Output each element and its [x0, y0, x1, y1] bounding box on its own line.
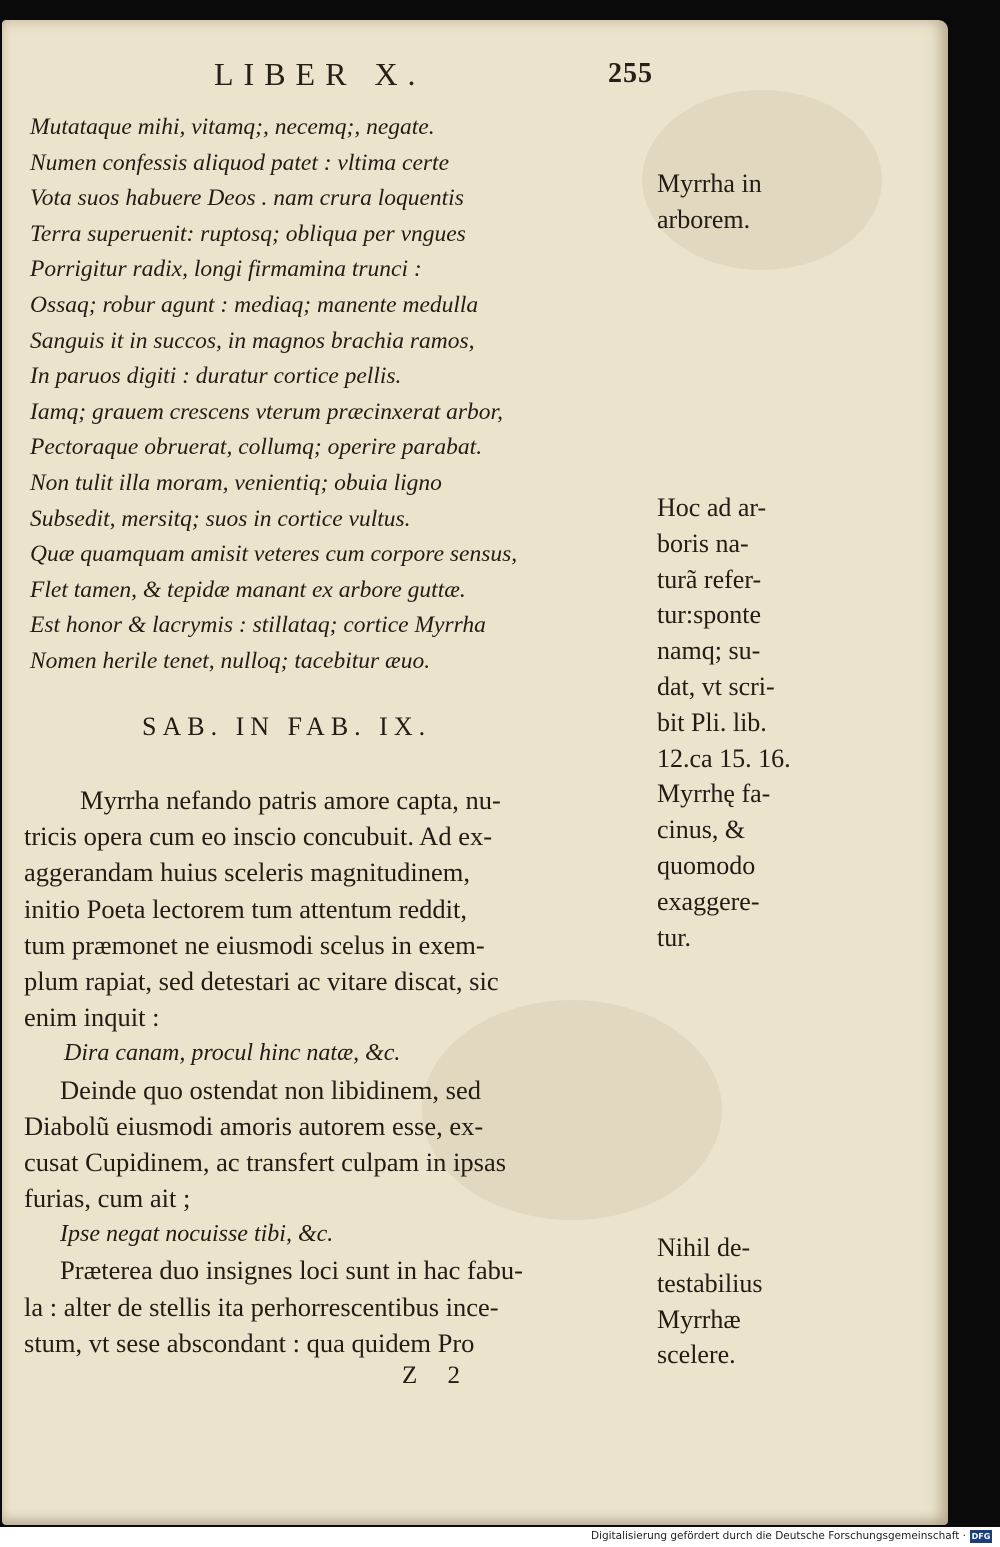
- page-header: [2, 56, 948, 96]
- prose-line: Myrrha nefando patris amore capta, nu-: [80, 785, 501, 815]
- footer-credit: Digitalisierung gefördert durch die Deutsche Forschungsgemeinschaft ·: [590, 1530, 966, 1542]
- margin-note-line: turã refer-: [657, 564, 762, 594]
- verse-line: Vota suos habuere Deos . nam crura loquentis: [30, 185, 464, 212]
- verse-line: Est honor & lacrymis : stillataq; cortice Myrrha: [30, 612, 486, 639]
- margin-note-line: Myrrhæ: [657, 1304, 741, 1334]
- verse-line: Pectoraque obruerat, collumq; operire parabat.: [30, 434, 483, 461]
- prose-line: plum rapiat, sed detestari ac vitare discat, sic: [24, 965, 499, 996]
- prose-line: stum, vt sese abscondant : qua quidem Pro: [24, 1327, 475, 1358]
- verse-line: Subsedit, mersitq; suos in cortice vultus.: [30, 505, 411, 532]
- margin-note-line: Myrrhę fa-: [657, 779, 771, 809]
- margin-note-line: exaggere-: [657, 886, 760, 916]
- verse-line: Numen confessis aliquod patet : vltima certe: [30, 149, 450, 176]
- quotation-line: Dira canam, procul hinc natæ, &c.: [64, 1040, 401, 1067]
- prose-line: tricis opera cum eo inscio concubuit. Ad ex-: [24, 821, 493, 852]
- margin-note-line: testabilius: [657, 1268, 763, 1298]
- margin-note: [657, 1230, 827, 1373]
- prose-line: furias, cum ait ;: [24, 1183, 191, 1214]
- digitization-footer: [0, 1527, 1000, 1547]
- dfg-logo-icon: DFG: [971, 1532, 991, 1541]
- quotation-line: Ipse negat nocuisse tibi, &c.: [60, 1221, 334, 1248]
- verse-line: Quæ quamquam amisit veteres cum corpore sensus,: [30, 541, 518, 568]
- margin-note-line: 12.ca 15. 16.: [657, 743, 791, 773]
- verse-block: [30, 110, 630, 680]
- prose-line: Diabolũ eiusmodi amoris autorem esse, ex-: [24, 1110, 484, 1141]
- margin-note-line: dat, vt scri-: [657, 671, 775, 701]
- margin-note-line: Hoc ad ar-: [657, 493, 767, 522]
- verse-line: In paruos digiti : duratur cortice pellis.: [30, 363, 402, 390]
- prose-line: la : alter de stellis ita perhorrescentibus ince-: [24, 1291, 499, 1322]
- margin-note-line: bit Pli. lib.: [657, 707, 767, 737]
- verse-line: Iamq; grauem crescens vterum præcinxerat arbor,: [30, 398, 503, 425]
- margin-note-line: arborem.: [657, 204, 751, 234]
- section-heading: SAB. IN FAB. IX.: [142, 712, 432, 741]
- margin-note-line: tur.: [657, 922, 691, 952]
- prose-line: Præterea duo insignes loci sunt in hac fabu-: [60, 1255, 523, 1286]
- verse-line: Flet tamen, & tepidæ manant ex arbore guttæ.: [30, 576, 466, 603]
- verse-line: Non tulit illa moram, venientiq; obuia ligno: [30, 469, 442, 496]
- margin-note-line: namq; su-: [657, 636, 761, 666]
- prose-line: aggerandam huius sceleris magnitudinem,: [24, 857, 470, 888]
- verse-line: Ossaq; robur agunt : mediaq; manente medulla: [30, 291, 479, 318]
- prose-line: enim inquit :: [24, 1002, 160, 1033]
- book-page: [2, 20, 948, 1525]
- margin-note: [657, 166, 827, 238]
- page-number: 255: [608, 58, 653, 89]
- margin-note-line: scelere.: [657, 1340, 736, 1370]
- running-head: LIBER X.: [214, 56, 426, 92]
- verse-line: Mutataque mihi, vitamq;, necemq;, negate.: [30, 114, 435, 140]
- margin-note-line: quomodo: [657, 850, 756, 880]
- commentary-block: [24, 782, 652, 1361]
- verse-line: Porrigitur radix, longi firmamina trunci :: [30, 256, 422, 283]
- prose-line: tum præmonet ne eiusmodi scelus in exem-: [24, 929, 485, 960]
- signature-mark: Z 2: [402, 1362, 473, 1389]
- verse-line: Sanguis it in succos, in magnos brachia ramos,: [30, 327, 475, 354]
- verse-line: Terra superuenit: ruptosq; obliqua per vngues: [30, 220, 466, 247]
- prose-line: Deinde quo ostendat non libidinem, sed: [60, 1074, 481, 1105]
- margin-note-line: Nihil de-: [657, 1233, 751, 1262]
- margin-note-line: Myrrha in: [657, 169, 762, 198]
- margin-note-line: boris na-: [657, 528, 749, 558]
- verse-line: Nomen herile tenet, nulloq; tacebitur æuo.: [30, 647, 431, 674]
- prose-line: cusat Cupidinem, ac transfert culpam in ipsas: [24, 1146, 507, 1177]
- margin-note: [657, 490, 827, 955]
- margin-note-line: tur:sponte: [657, 600, 761, 630]
- margin-note-line: cinus, &: [657, 815, 746, 845]
- prose-line: initio Poeta lectorem tum attentum reddit,: [24, 893, 468, 924]
